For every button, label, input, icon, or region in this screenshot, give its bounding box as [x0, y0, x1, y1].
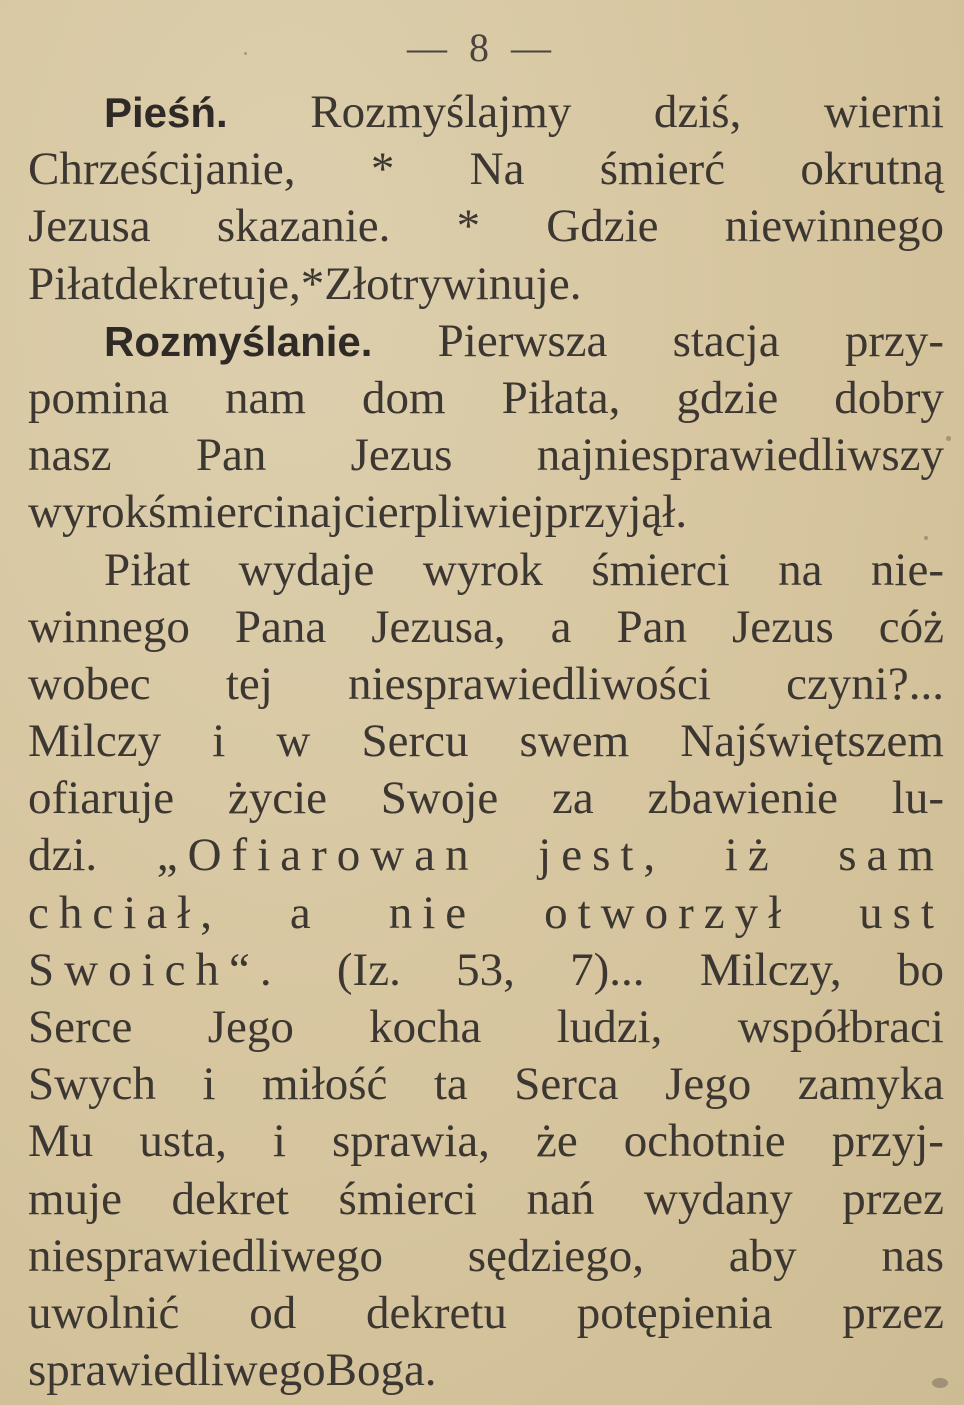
word: ofiaruje: [28, 772, 175, 825]
word: wierni: [823, 86, 944, 138]
word: śmierci: [591, 543, 730, 596]
word: Swoje: [380, 772, 499, 825]
word: Pan: [616, 600, 687, 653]
word: jest,: [538, 829, 666, 882]
word: wydany: [643, 1172, 793, 1225]
text-line: [28, 827, 944, 884]
word: Z: [324, 257, 354, 310]
word: śmierci: [338, 1172, 477, 1225]
word: Pieśń.: [104, 89, 228, 136]
text-line: [28, 1171, 944, 1228]
word: bo: [896, 943, 944, 996]
text-line: [28, 942, 944, 999]
word: Na: [469, 143, 525, 196]
word: Jego: [665, 1058, 752, 1111]
word: nas: [881, 1229, 944, 1282]
word: przyj-: [831, 1115, 944, 1168]
word: stacja: [672, 314, 780, 367]
text-line: [28, 1228, 944, 1285]
word: muje: [28, 1172, 122, 1225]
word: przyjął.: [544, 486, 688, 539]
word: zamyka: [797, 1058, 944, 1111]
word: Pan: [195, 429, 267, 482]
body-text: [28, 84, 944, 1399]
word: czyni?...: [786, 657, 944, 710]
word: a: [550, 600, 572, 653]
text-line: [28, 256, 944, 313]
word: sprawia,: [332, 1115, 490, 1168]
word: Sercu: [361, 715, 469, 768]
word: i: [272, 1115, 286, 1168]
word: Milczy: [28, 715, 162, 768]
word: Jezus: [350, 429, 453, 482]
word: nam: [225, 371, 306, 424]
word: zbawienie: [647, 772, 839, 825]
word: lu-: [891, 772, 944, 825]
word: pomina: [28, 371, 169, 424]
word: nie: [388, 886, 477, 939]
word: (Iz.: [336, 943, 401, 996]
word: niesprawiedliwego: [28, 1229, 384, 1282]
word: Gdzie: [546, 200, 659, 253]
word: łotry: [353, 257, 442, 310]
word: Pana: [234, 600, 327, 653]
word: aby: [728, 1229, 797, 1282]
word: winuje.: [441, 257, 582, 310]
word: okrutną: [800, 143, 944, 196]
word: nie-: [870, 543, 944, 596]
word: Piłata,: [501, 371, 621, 424]
word: kocha: [369, 1001, 482, 1053]
paper-speck: [946, 436, 951, 441]
text-line: [28, 599, 944, 656]
word: wobec: [28, 657, 151, 710]
word: współbraci: [737, 1001, 944, 1053]
word: dzi.: [28, 829, 98, 882]
word: Swych: [28, 1058, 156, 1111]
word: niewinnego: [724, 200, 944, 253]
text-line: [28, 1113, 944, 1170]
word: Jezusa: [28, 200, 151, 253]
word: dekretuje,: [114, 257, 301, 310]
word: Rozmyślanie.: [104, 317, 373, 365]
word: iż: [724, 829, 779, 882]
word: przez: [842, 1286, 944, 1339]
word: gdzie: [676, 371, 779, 424]
word: usta,: [139, 1115, 227, 1168]
word: Mu: [28, 1115, 94, 1168]
word: chciał,: [28, 886, 222, 939]
word: dom: [362, 371, 446, 424]
word: otworzył: [544, 886, 792, 939]
word: swem: [519, 715, 630, 768]
word: śmierć: [599, 143, 726, 196]
word: dekret: [171, 1172, 289, 1225]
text-line: [28, 198, 944, 255]
word: że: [536, 1115, 578, 1168]
word: Jezusa,: [371, 600, 506, 653]
text-line: [28, 1056, 944, 1113]
word: wydaje: [238, 543, 375, 596]
word: Najświętszem: [680, 715, 944, 768]
word: nasz: [28, 429, 112, 482]
paper-speck: [244, 52, 247, 55]
word: życie: [227, 772, 328, 825]
word: Serce: [28, 1001, 133, 1053]
word: dziś,: [653, 86, 742, 138]
word: winnego: [28, 600, 190, 653]
text-line: [28, 542, 944, 599]
word: od: [249, 1286, 297, 1339]
word: uwolnić: [28, 1286, 180, 1339]
text-line: [28, 484, 944, 541]
text-line: [28, 427, 944, 484]
word: sędziego,: [467, 1229, 644, 1282]
word: miłość: [262, 1058, 388, 1111]
text-line: [28, 999, 944, 1056]
paper-speck: [924, 536, 928, 540]
word: Jezus: [731, 600, 834, 653]
word: skazanie.: [216, 200, 391, 253]
word: potępienia: [576, 1286, 773, 1339]
word: 53,: [456, 943, 515, 996]
text-line: [28, 770, 944, 827]
word: *: [370, 143, 395, 196]
word: nań: [526, 1172, 595, 1225]
word: 7)...: [570, 943, 645, 996]
word: przy-: [844, 314, 944, 367]
word: za: [552, 772, 594, 825]
word: Swoich“.: [28, 943, 282, 996]
word: Piłat: [104, 543, 191, 596]
word: Pierwsza: [437, 314, 608, 367]
word: Milczy,: [699, 943, 842, 996]
word: Rozmyślajmy: [310, 86, 572, 138]
word: Jego: [207, 1001, 294, 1053]
text-line: [28, 885, 944, 942]
word: śmierci: [148, 486, 287, 539]
word: „Ofiarowan: [156, 829, 479, 882]
word: sam: [838, 829, 944, 882]
text-line: [28, 1285, 944, 1342]
word: a: [289, 886, 321, 939]
text-line: [28, 1342, 944, 1399]
paper-speck: [932, 1378, 948, 1388]
word: *: [300, 257, 325, 310]
word: dobry: [834, 371, 944, 424]
word: *: [456, 200, 481, 253]
word: ochotnie: [623, 1115, 786, 1168]
word: i: [202, 1058, 216, 1111]
text-line: [28, 713, 944, 770]
word: cóż: [878, 600, 944, 653]
word: w: [276, 715, 311, 768]
word: tej: [225, 657, 273, 710]
word: ta: [433, 1058, 468, 1111]
word: Piłat: [28, 257, 115, 310]
word: Serca: [514, 1058, 619, 1111]
text-line: [28, 84, 944, 141]
word: sprawiedliwego: [28, 1344, 326, 1397]
word: najcierpliwiej: [286, 486, 545, 539]
word: ust: [859, 886, 944, 939]
text-line: [28, 313, 944, 370]
word: dekretu: [365, 1286, 507, 1339]
word: najniesprawiedliwszy: [536, 429, 944, 482]
word: wyrok: [28, 486, 149, 539]
text-line: [28, 656, 944, 713]
page-number: — 8 —: [407, 25, 557, 70]
word: ludzi,: [556, 1001, 663, 1053]
word: niesprawiedliwości: [348, 657, 711, 710]
word: wyrok: [422, 543, 543, 596]
word: Boga.: [325, 1344, 437, 1397]
word: i: [212, 715, 226, 768]
word: przez: [842, 1172, 944, 1225]
word: na: [778, 543, 823, 596]
text-line: [28, 141, 944, 198]
text-line: [28, 370, 944, 427]
word: Chrześcijanie,: [28, 143, 296, 196]
